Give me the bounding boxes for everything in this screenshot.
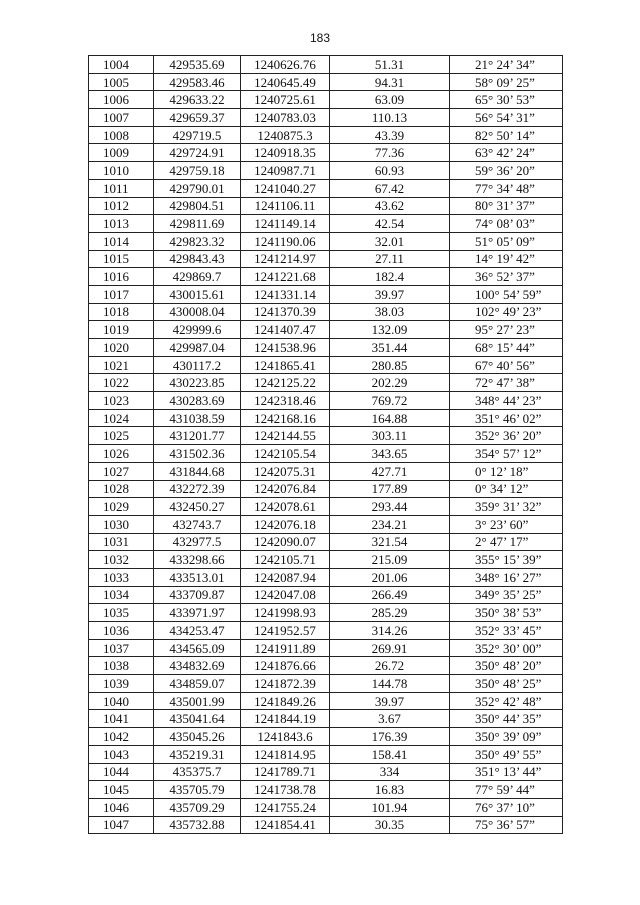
distance-cell: 176.39 bbox=[330, 728, 450, 746]
bearing-cell: 65° 30’ 53” bbox=[450, 91, 563, 109]
distance-cell: 201.06 bbox=[330, 568, 450, 586]
y-coordinate-cell: 1241190.06 bbox=[241, 232, 330, 250]
point-id-cell: 1014 bbox=[89, 232, 154, 250]
bearing-cell: 76° 37’ 10” bbox=[450, 798, 563, 816]
distance-cell: 351.44 bbox=[330, 339, 450, 357]
table-row bbox=[89, 303, 563, 321]
y-coordinate-cell: 1241872.39 bbox=[241, 675, 330, 693]
table-row bbox=[89, 515, 563, 533]
distance-cell: 182.4 bbox=[330, 268, 450, 286]
table-row bbox=[89, 763, 563, 781]
x-coordinate-cell: 429823.32 bbox=[154, 232, 241, 250]
distance-cell: 285.29 bbox=[330, 604, 450, 622]
point-id-cell: 1043 bbox=[89, 745, 154, 763]
distance-cell: 101.94 bbox=[330, 798, 450, 816]
y-coordinate-cell: 1242090.07 bbox=[241, 533, 330, 551]
y-coordinate-cell: 1242047.08 bbox=[241, 586, 330, 604]
x-coordinate-cell: 434832.69 bbox=[154, 657, 241, 675]
bearing-cell: 351° 13’ 44” bbox=[450, 763, 563, 781]
point-id-cell: 1004 bbox=[89, 56, 154, 74]
y-coordinate-cell: 1242168.16 bbox=[241, 409, 330, 427]
distance-cell: 60.93 bbox=[330, 162, 450, 180]
x-coordinate-cell: 435219.31 bbox=[154, 745, 241, 763]
y-coordinate-cell: 1241040.27 bbox=[241, 179, 330, 197]
coordinates-table bbox=[88, 55, 563, 834]
table-row bbox=[89, 675, 563, 693]
y-coordinate-cell: 1241789.71 bbox=[241, 763, 330, 781]
distance-cell: 293.44 bbox=[330, 498, 450, 516]
distance-cell: 158.41 bbox=[330, 745, 450, 763]
bearing-cell: 0° 12’ 18” bbox=[450, 462, 563, 480]
distance-cell: 321.54 bbox=[330, 533, 450, 551]
distance-cell: 164.88 bbox=[330, 409, 450, 427]
point-id-cell: 1008 bbox=[89, 126, 154, 144]
y-coordinate-cell: 1242318.46 bbox=[241, 392, 330, 410]
y-coordinate-cell: 1240875.3 bbox=[241, 126, 330, 144]
bearing-cell: 95° 27’ 23” bbox=[450, 321, 563, 339]
distance-cell: 177.89 bbox=[330, 480, 450, 498]
point-id-cell: 1033 bbox=[89, 568, 154, 586]
distance-cell: 38.03 bbox=[330, 303, 450, 321]
point-id-cell: 1037 bbox=[89, 639, 154, 657]
distance-cell: 51.31 bbox=[330, 56, 450, 74]
table-row bbox=[89, 126, 563, 144]
table-row bbox=[89, 586, 563, 604]
table-row bbox=[89, 56, 563, 74]
y-coordinate-cell: 1242125.22 bbox=[241, 374, 330, 392]
y-coordinate-cell: 1241407.47 bbox=[241, 321, 330, 339]
point-id-cell: 1025 bbox=[89, 427, 154, 445]
y-coordinate-cell: 1242076.18 bbox=[241, 515, 330, 533]
table-row bbox=[89, 728, 563, 746]
point-id-cell: 1032 bbox=[89, 551, 154, 569]
distance-cell: 343.65 bbox=[330, 445, 450, 463]
bearing-cell: 350° 48’ 20” bbox=[450, 657, 563, 675]
y-coordinate-cell: 1241876.66 bbox=[241, 657, 330, 675]
bearing-cell: 102° 49’ 23” bbox=[450, 303, 563, 321]
y-coordinate-cell: 1242105.71 bbox=[241, 551, 330, 569]
bearing-cell: 63° 42’ 24” bbox=[450, 144, 563, 162]
point-id-cell: 1010 bbox=[89, 162, 154, 180]
bearing-cell: 3° 23’ 60” bbox=[450, 515, 563, 533]
x-coordinate-cell: 433709.87 bbox=[154, 586, 241, 604]
distance-cell: 94.31 bbox=[330, 73, 450, 91]
table-row bbox=[89, 91, 563, 109]
point-id-cell: 1030 bbox=[89, 515, 154, 533]
x-coordinate-cell: 434859.07 bbox=[154, 675, 241, 693]
bearing-cell: 68° 15’ 44” bbox=[450, 339, 563, 357]
bearing-cell: 77° 34’ 48” bbox=[450, 179, 563, 197]
x-coordinate-cell: 435045.26 bbox=[154, 728, 241, 746]
y-coordinate-cell: 1241149.14 bbox=[241, 215, 330, 233]
y-coordinate-cell: 1242087.94 bbox=[241, 568, 330, 586]
point-id-cell: 1044 bbox=[89, 763, 154, 781]
table-row bbox=[89, 179, 563, 197]
bearing-cell: 100° 54’ 59” bbox=[450, 285, 563, 303]
distance-cell: 303.11 bbox=[330, 427, 450, 445]
y-coordinate-cell: 1242075.31 bbox=[241, 462, 330, 480]
x-coordinate-cell: 429724.91 bbox=[154, 144, 241, 162]
y-coordinate-cell: 1241370.39 bbox=[241, 303, 330, 321]
distance-cell: 16.83 bbox=[330, 781, 450, 799]
y-coordinate-cell: 1240645.49 bbox=[241, 73, 330, 91]
point-id-cell: 1045 bbox=[89, 781, 154, 799]
point-id-cell: 1013 bbox=[89, 215, 154, 233]
y-coordinate-cell: 1241844.19 bbox=[241, 710, 330, 728]
bearing-cell: 36° 52’ 37” bbox=[450, 268, 563, 286]
table-row bbox=[89, 745, 563, 763]
x-coordinate-cell: 432977.5 bbox=[154, 533, 241, 551]
bearing-cell: 359° 31’ 32” bbox=[450, 498, 563, 516]
table-row bbox=[89, 109, 563, 127]
distance-cell: 144.78 bbox=[330, 675, 450, 693]
point-id-cell: 1039 bbox=[89, 675, 154, 693]
bearing-cell: 21° 24’ 34” bbox=[450, 56, 563, 74]
y-coordinate-cell: 1241331.14 bbox=[241, 285, 330, 303]
bearing-cell: 59° 36’ 20” bbox=[450, 162, 563, 180]
bearing-cell: 350° 39’ 09” bbox=[450, 728, 563, 746]
point-id-cell: 1041 bbox=[89, 710, 154, 728]
bearing-cell: 80° 31’ 37” bbox=[450, 197, 563, 215]
y-coordinate-cell: 1242076.84 bbox=[241, 480, 330, 498]
x-coordinate-cell: 431038.59 bbox=[154, 409, 241, 427]
table-body bbox=[89, 56, 563, 834]
bearing-cell: 2° 47’ 17” bbox=[450, 533, 563, 551]
table-row bbox=[89, 392, 563, 410]
x-coordinate-cell: 431844.68 bbox=[154, 462, 241, 480]
y-coordinate-cell: 1241998.93 bbox=[241, 604, 330, 622]
point-id-cell: 1021 bbox=[89, 356, 154, 374]
y-coordinate-cell: 1240626.76 bbox=[241, 56, 330, 74]
y-coordinate-cell: 1241911.89 bbox=[241, 639, 330, 657]
point-id-cell: 1016 bbox=[89, 268, 154, 286]
bearing-cell: 351° 46’ 02” bbox=[450, 409, 563, 427]
point-id-cell: 1023 bbox=[89, 392, 154, 410]
x-coordinate-cell: 430283.69 bbox=[154, 392, 241, 410]
bearing-cell: 82° 50’ 14” bbox=[450, 126, 563, 144]
distance-cell: 269.91 bbox=[330, 639, 450, 657]
distance-cell: 30.35 bbox=[330, 816, 450, 834]
distance-cell: 334 bbox=[330, 763, 450, 781]
bearing-cell: 350° 49’ 55” bbox=[450, 745, 563, 763]
x-coordinate-cell: 432743.7 bbox=[154, 515, 241, 533]
distance-cell: 42.54 bbox=[330, 215, 450, 233]
x-coordinate-cell: 429759.18 bbox=[154, 162, 241, 180]
x-coordinate-cell: 431201.77 bbox=[154, 427, 241, 445]
distance-cell: 32.01 bbox=[330, 232, 450, 250]
distance-cell: 67.42 bbox=[330, 179, 450, 197]
bearing-cell: 352° 30’ 00” bbox=[450, 639, 563, 657]
table-row bbox=[89, 639, 563, 657]
table-row bbox=[89, 144, 563, 162]
table-row bbox=[89, 462, 563, 480]
y-coordinate-cell: 1241854.41 bbox=[241, 816, 330, 834]
table-row bbox=[89, 356, 563, 374]
point-id-cell: 1027 bbox=[89, 462, 154, 480]
y-coordinate-cell: 1241755.24 bbox=[241, 798, 330, 816]
x-coordinate-cell: 435705.79 bbox=[154, 781, 241, 799]
bearing-cell: 354° 57’ 12” bbox=[450, 445, 563, 463]
bearing-cell: 352° 42’ 48” bbox=[450, 692, 563, 710]
x-coordinate-cell: 429811.69 bbox=[154, 215, 241, 233]
distance-cell: 769.72 bbox=[330, 392, 450, 410]
distance-cell: 132.09 bbox=[330, 321, 450, 339]
distance-cell: 110.13 bbox=[330, 109, 450, 127]
point-id-cell: 1026 bbox=[89, 445, 154, 463]
y-coordinate-cell: 1240725.61 bbox=[241, 91, 330, 109]
page-number: 183 bbox=[309, 31, 331, 45]
table-row bbox=[89, 321, 563, 339]
table-row bbox=[89, 551, 563, 569]
table-row bbox=[89, 568, 563, 586]
distance-cell: 77.36 bbox=[330, 144, 450, 162]
point-id-cell: 1035 bbox=[89, 604, 154, 622]
y-coordinate-cell: 1242105.54 bbox=[241, 445, 330, 463]
bearing-cell: 348° 44’ 23” bbox=[450, 392, 563, 410]
distance-cell: 215.09 bbox=[330, 551, 450, 569]
table-row bbox=[89, 816, 563, 834]
x-coordinate-cell: 433513.01 bbox=[154, 568, 241, 586]
point-id-cell: 1036 bbox=[89, 622, 154, 640]
x-coordinate-cell: 429719.5 bbox=[154, 126, 241, 144]
table-row bbox=[89, 268, 563, 286]
bearing-cell: 350° 48’ 25” bbox=[450, 675, 563, 693]
point-id-cell: 1022 bbox=[89, 374, 154, 392]
bearing-cell: 75° 36’ 57” bbox=[450, 816, 563, 834]
bearing-cell: 67° 40’ 56” bbox=[450, 356, 563, 374]
distance-cell: 43.39 bbox=[330, 126, 450, 144]
table-row bbox=[89, 73, 563, 91]
y-coordinate-cell: 1241214.97 bbox=[241, 250, 330, 268]
x-coordinate-cell: 433298.66 bbox=[154, 551, 241, 569]
bearing-cell: 348° 16’ 27” bbox=[450, 568, 563, 586]
y-coordinate-cell: 1241952.57 bbox=[241, 622, 330, 640]
x-coordinate-cell: 435732.88 bbox=[154, 816, 241, 834]
table-row bbox=[89, 498, 563, 516]
bearing-cell: 349° 35’ 25” bbox=[450, 586, 563, 604]
y-coordinate-cell: 1241814.95 bbox=[241, 745, 330, 763]
y-coordinate-cell: 1241865.41 bbox=[241, 356, 330, 374]
table-row bbox=[89, 215, 563, 233]
bearing-cell: 350° 38’ 53” bbox=[450, 604, 563, 622]
point-id-cell: 1028 bbox=[89, 480, 154, 498]
point-id-cell: 1015 bbox=[89, 250, 154, 268]
bearing-cell: 0° 34’ 12” bbox=[450, 480, 563, 498]
point-id-cell: 1031 bbox=[89, 533, 154, 551]
x-coordinate-cell: 429790.01 bbox=[154, 179, 241, 197]
y-coordinate-cell: 1241221.68 bbox=[241, 268, 330, 286]
x-coordinate-cell: 429843.43 bbox=[154, 250, 241, 268]
table-row bbox=[89, 339, 563, 357]
distance-cell: 266.49 bbox=[330, 586, 450, 604]
bearing-cell: 77° 59’ 44” bbox=[450, 781, 563, 799]
distance-cell: 63.09 bbox=[330, 91, 450, 109]
table-row bbox=[89, 533, 563, 551]
y-coordinate-cell: 1241538.96 bbox=[241, 339, 330, 357]
y-coordinate-cell: 1240918.35 bbox=[241, 144, 330, 162]
x-coordinate-cell: 429999.6 bbox=[154, 321, 241, 339]
x-coordinate-cell: 435375.7 bbox=[154, 763, 241, 781]
point-id-cell: 1018 bbox=[89, 303, 154, 321]
y-coordinate-cell: 1241106.11 bbox=[241, 197, 330, 215]
bearing-cell: 350° 44’ 35” bbox=[450, 710, 563, 728]
y-coordinate-cell: 1242144.55 bbox=[241, 427, 330, 445]
x-coordinate-cell: 434565.09 bbox=[154, 639, 241, 657]
point-id-cell: 1006 bbox=[89, 91, 154, 109]
table-row bbox=[89, 781, 563, 799]
table-row bbox=[89, 622, 563, 640]
point-id-cell: 1024 bbox=[89, 409, 154, 427]
distance-cell: 27.11 bbox=[330, 250, 450, 268]
distance-cell: 43.62 bbox=[330, 197, 450, 215]
point-id-cell: 1019 bbox=[89, 321, 154, 339]
bearing-cell: 14° 19’ 42” bbox=[450, 250, 563, 268]
x-coordinate-cell: 435709.29 bbox=[154, 798, 241, 816]
point-id-cell: 1007 bbox=[89, 109, 154, 127]
bearing-cell: 74° 08’ 03” bbox=[450, 215, 563, 233]
table-row bbox=[89, 427, 563, 445]
point-id-cell: 1011 bbox=[89, 179, 154, 197]
point-id-cell: 1005 bbox=[89, 73, 154, 91]
y-coordinate-cell: 1241849.26 bbox=[241, 692, 330, 710]
x-coordinate-cell: 429987.04 bbox=[154, 339, 241, 357]
x-coordinate-cell: 432272.39 bbox=[154, 480, 241, 498]
point-id-cell: 1020 bbox=[89, 339, 154, 357]
bearing-cell: 58° 09’ 25” bbox=[450, 73, 563, 91]
bearing-cell: 352° 33’ 45” bbox=[450, 622, 563, 640]
x-coordinate-cell: 431502.36 bbox=[154, 445, 241, 463]
distance-cell: 427.71 bbox=[330, 462, 450, 480]
distance-cell: 280.85 bbox=[330, 356, 450, 374]
table-row bbox=[89, 480, 563, 498]
distance-cell: 26.72 bbox=[330, 657, 450, 675]
x-coordinate-cell: 433971.97 bbox=[154, 604, 241, 622]
distance-cell: 234.21 bbox=[330, 515, 450, 533]
x-coordinate-cell: 429804.51 bbox=[154, 197, 241, 215]
x-coordinate-cell: 430117.2 bbox=[154, 356, 241, 374]
x-coordinate-cell: 429535.69 bbox=[154, 56, 241, 74]
table-row bbox=[89, 409, 563, 427]
table-row bbox=[89, 657, 563, 675]
bearing-cell: 72° 47’ 38” bbox=[450, 374, 563, 392]
distance-cell: 202.29 bbox=[330, 374, 450, 392]
distance-cell: 314.26 bbox=[330, 622, 450, 640]
x-coordinate-cell: 429659.37 bbox=[154, 109, 241, 127]
y-coordinate-cell: 1242078.61 bbox=[241, 498, 330, 516]
table-row bbox=[89, 162, 563, 180]
y-coordinate-cell: 1241738.78 bbox=[241, 781, 330, 799]
bearing-cell: 51° 05’ 09” bbox=[450, 232, 563, 250]
table-row bbox=[89, 445, 563, 463]
bearing-cell: 56° 54’ 31” bbox=[450, 109, 563, 127]
x-coordinate-cell: 435041.64 bbox=[154, 710, 241, 728]
point-id-cell: 1012 bbox=[89, 197, 154, 215]
table-row bbox=[89, 604, 563, 622]
point-id-cell: 1029 bbox=[89, 498, 154, 516]
x-coordinate-cell: 434253.47 bbox=[154, 622, 241, 640]
y-coordinate-cell: 1241843.6 bbox=[241, 728, 330, 746]
table-row bbox=[89, 197, 563, 215]
y-coordinate-cell: 1240783.03 bbox=[241, 109, 330, 127]
table-row bbox=[89, 232, 563, 250]
table-row bbox=[89, 374, 563, 392]
distance-cell: 3.67 bbox=[330, 710, 450, 728]
point-id-cell: 1017 bbox=[89, 285, 154, 303]
table-row bbox=[89, 710, 563, 728]
x-coordinate-cell: 429869.7 bbox=[154, 268, 241, 286]
point-id-cell: 1040 bbox=[89, 692, 154, 710]
x-coordinate-cell: 430015.61 bbox=[154, 285, 241, 303]
x-coordinate-cell: 430008.04 bbox=[154, 303, 241, 321]
point-id-cell: 1038 bbox=[89, 657, 154, 675]
table-row bbox=[89, 285, 563, 303]
table-row bbox=[89, 798, 563, 816]
x-coordinate-cell: 432450.27 bbox=[154, 498, 241, 516]
bearing-cell: 355° 15’ 39” bbox=[450, 551, 563, 569]
point-id-cell: 1034 bbox=[89, 586, 154, 604]
x-coordinate-cell: 429583.46 bbox=[154, 73, 241, 91]
bearing-cell: 352° 36’ 20” bbox=[450, 427, 563, 445]
x-coordinate-cell: 435001.99 bbox=[154, 692, 241, 710]
point-id-cell: 1046 bbox=[89, 798, 154, 816]
distance-cell: 39.97 bbox=[330, 692, 450, 710]
x-coordinate-cell: 430223.85 bbox=[154, 374, 241, 392]
distance-cell: 39.97 bbox=[330, 285, 450, 303]
table-row bbox=[89, 692, 563, 710]
point-id-cell: 1042 bbox=[89, 728, 154, 746]
point-id-cell: 1009 bbox=[89, 144, 154, 162]
table-row bbox=[89, 250, 563, 268]
point-id-cell: 1047 bbox=[89, 816, 154, 834]
y-coordinate-cell: 1240987.71 bbox=[241, 162, 330, 180]
x-coordinate-cell: 429633.22 bbox=[154, 91, 241, 109]
